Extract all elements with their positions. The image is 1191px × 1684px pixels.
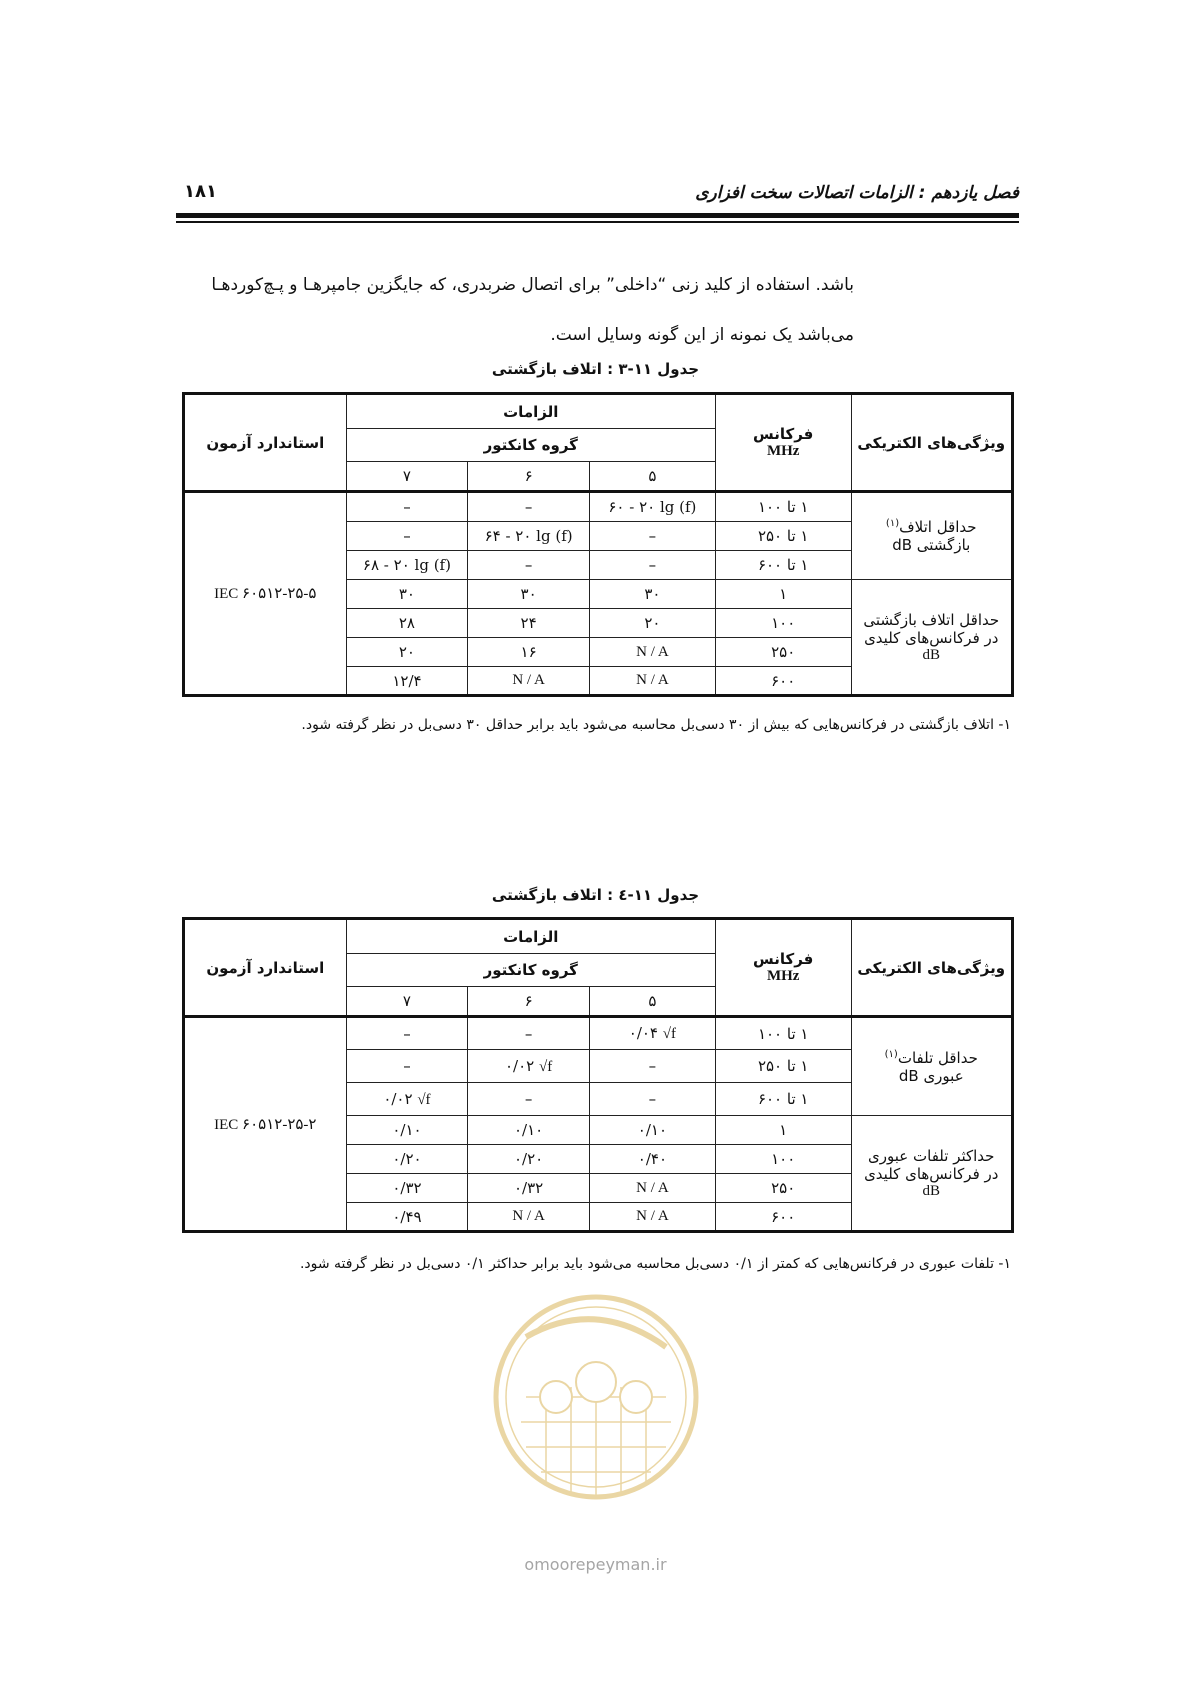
value-cell: ۱۲/۴ — [346, 667, 468, 696]
value-cell: ۱۶ — [468, 638, 590, 667]
watermark-seal-logo — [486, 1287, 706, 1507]
value-cell: ۰/۴۹ — [346, 1203, 468, 1232]
value-cell: – — [589, 1083, 715, 1116]
coef-value: ۰/۰۲ — [383, 1089, 413, 1108]
header-requirements: الزامات — [346, 394, 715, 429]
value-cell: ۰/۲۰ — [346, 1145, 468, 1174]
row-label-min-return-loss — [851, 492, 1012, 580]
header-frequency-unit: MHz — [766, 968, 800, 984]
freq-cell: ۱ تا ۲۵۰ — [715, 1050, 851, 1083]
freq-cell: ۶۰۰ — [715, 667, 851, 696]
header-frequency-text: فرکانس — [753, 425, 814, 443]
value-cell: – — [468, 1083, 590, 1116]
row-label-line-2: بازگشتی dB — [892, 536, 971, 554]
header-frequency-text: فرکانس — [753, 950, 814, 968]
table-4 — [182, 917, 1014, 1233]
table-4-footnote: ۱- تلفات عبوری در فرکانس‌هایی که کمتر از ۰/۱ دسی‌بل محاسبه می‌شود باید برابر حداکثر ۰/۱ دسی‌بل در نظر گرفته شود. — [299, 1256, 1011, 1272]
chapter-title: فصل یازدهم : الزامات اتصالات سخت افزاری — [695, 183, 1019, 203]
value-cell: N / A — [468, 667, 590, 696]
header-rule-thick — [176, 213, 1019, 218]
value-cell: ۲۸ — [346, 609, 468, 638]
header-characteristic — [851, 394, 1012, 492]
value-cell: N / A — [589, 1203, 715, 1232]
value-cell: ۶۸ - ۲۰ lg (f) — [346, 551, 468, 580]
header-rule-thin — [176, 221, 1019, 223]
freq-cell: ۱۰۰ — [715, 1145, 851, 1174]
freq-cell: ۱ تا ۱۰۰ — [715, 492, 851, 522]
header-characteristic-text: ویژگی‌های الکتریکی — [857, 958, 1006, 977]
value-cell: ۰/۱۰ — [346, 1116, 468, 1145]
row-label-line-3: dB — [922, 646, 941, 663]
header-frequency — [715, 919, 851, 1017]
freq-cell: ۶۰۰ — [715, 1203, 851, 1232]
value-cell: N / A — [589, 1174, 715, 1203]
row-label-line-1: حداقل اتلاف — [899, 518, 977, 536]
header-group-5: ۵ — [589, 462, 715, 492]
row-label-max-insertion-loss-key-freq — [851, 1116, 1012, 1232]
value-cell: ۲۰ — [346, 638, 468, 667]
freq-cell: ۱ — [715, 580, 851, 609]
value-cell: ۳۰ — [346, 580, 468, 609]
test-standard-value: IEC ۶۰۵۱۲-۲۵-۵ — [184, 492, 347, 696]
row-label-line-2: در فرکانس‌های کلیدی — [864, 1164, 999, 1183]
row-label-line-2: عبوری dB — [898, 1066, 964, 1085]
row-label-line-1: حداکثر تلفات عبوری — [868, 1146, 995, 1165]
footnote-ref: (۱) — [885, 518, 900, 529]
sqrt-f-symbol: √f — [662, 1026, 677, 1042]
value-cell: – — [346, 1050, 468, 1083]
value-cell: ۲۴ — [468, 609, 590, 638]
header-group-6: ۶ — [468, 462, 590, 492]
value-cell: ۰/۲۰ — [468, 1145, 590, 1174]
row-label-line-2: در فرکانس‌های کلیدی — [864, 628, 999, 647]
value-cell: – — [468, 492, 590, 522]
freq-cell: ۱ — [715, 1116, 851, 1145]
freq-cell: ۲۵۰ — [715, 638, 851, 667]
header-group-5: ۵ — [589, 987, 715, 1017]
value-cell: ۰/۳۲ — [346, 1174, 468, 1203]
value-cell — [346, 1083, 468, 1116]
body-line-1: باشد. استفاده از کلید زنی “داخلی” برای اتصال ضربدری، که جایگزین جامپرهـا و پـچ‌کوردهـا — [211, 275, 854, 295]
header-group-6: ۶ — [468, 987, 590, 1017]
row-label-min-insertion-loss — [851, 1017, 1012, 1116]
freq-cell: ۱ تا ۲۵۰ — [715, 522, 851, 551]
table-3-caption: جدول ۱۱-۳ : اتلاف بازگشتی — [491, 360, 700, 378]
header-group-7: ۷ — [346, 462, 468, 492]
header-test-standard: استاندارد آزمون — [184, 394, 347, 492]
footnote-ref: (۱) — [884, 1048, 898, 1060]
value-cell: – — [468, 551, 590, 580]
value-cell: – — [468, 1017, 590, 1050]
value-cell: N / A — [589, 638, 715, 667]
body-line-2: می‌باشد یک نمونه از این گونه وسایل است. — [550, 325, 854, 345]
header-group-7: ۷ — [346, 987, 468, 1017]
table-3 — [182, 392, 1014, 697]
header-connector-group: گروه کانکتور — [346, 429, 715, 462]
row-label-min-return-loss-key-freq — [851, 580, 1012, 696]
freq-cell: ۱ تا ۱۰۰ — [715, 1017, 851, 1050]
header-test-standard: استاندارد آزمون — [184, 919, 347, 1017]
value-cell: ۰/۱۰ — [589, 1116, 715, 1145]
value-cell: ۰/۱۰ — [468, 1116, 590, 1145]
header-connector-group: گروه کانکتور — [346, 954, 715, 987]
value-cell: ۶۴ - ۲۰ lg (f) — [468, 522, 590, 551]
row-label-line-3: dB — [922, 1182, 941, 1199]
table-4-caption: جدول ۱۱-٤ : اتلاف بازگشتی — [491, 886, 700, 904]
value-cell: N / A — [589, 667, 715, 696]
sqrt-f-symbol: √f — [538, 1058, 553, 1075]
row-label-line-1: حداقل تلفات — [897, 1048, 978, 1067]
header-characteristic-text: ویژگی‌های الکتریکی — [857, 433, 1006, 452]
sqrt-f-symbol: √f — [417, 1091, 431, 1108]
value-cell: – — [589, 1050, 715, 1083]
coef-value: ۰/۰۲ — [504, 1056, 535, 1075]
value-cell: – — [346, 522, 468, 551]
freq-cell: ۲۵۰ — [715, 1174, 851, 1203]
value-cell: – — [589, 522, 715, 551]
value-cell: – — [589, 551, 715, 580]
freq-cell: ۱ تا ۶۰۰ — [715, 551, 851, 580]
value-cell: ۲۰ — [589, 609, 715, 638]
watermark-url: omoorepeyman.ir — [524, 1555, 667, 1574]
value-cell: ۳۰ — [589, 580, 715, 609]
header-characteristic — [851, 919, 1012, 1017]
value-cell: ۰/۴۰ — [589, 1145, 715, 1174]
header-frequency-unit: MHz — [766, 443, 800, 459]
page-number: ۱۸۱ — [184, 181, 217, 202]
row-label-line-1: حداقل اتلاف بازگشتی — [863, 610, 1000, 629]
value-cell: ۳۰ — [468, 580, 590, 609]
value-cell: ۰/۳۲ — [468, 1174, 590, 1203]
freq-cell: ۱۰۰ — [715, 609, 851, 638]
value-cell — [589, 1017, 715, 1050]
table-3-footnote: ۱- اتلاف بازگشتی در فرکانس‌هایی که بیش از ۳۰ دسی‌بل محاسبه می‌شود باید برابر حداقل ۳۰ دسی‌بل در نظر گرفته شود. — [301, 717, 1011, 733]
value-cell: ۶۰ - ۲۰ lg (f) — [589, 492, 715, 522]
header-requirements: الزامات — [346, 919, 715, 954]
value-cell — [468, 1050, 590, 1083]
coef-value: ۰/۰۴ — [628, 1024, 658, 1042]
value-cell: – — [346, 492, 468, 522]
value-cell: N / A — [468, 1203, 590, 1232]
freq-cell: ۱ تا ۶۰۰ — [715, 1083, 851, 1116]
value-cell: – — [346, 1017, 468, 1050]
header-frequency — [715, 394, 851, 492]
test-standard-value: IEC ۶۰۵۱۲-۲۵-۲ — [184, 1017, 347, 1232]
